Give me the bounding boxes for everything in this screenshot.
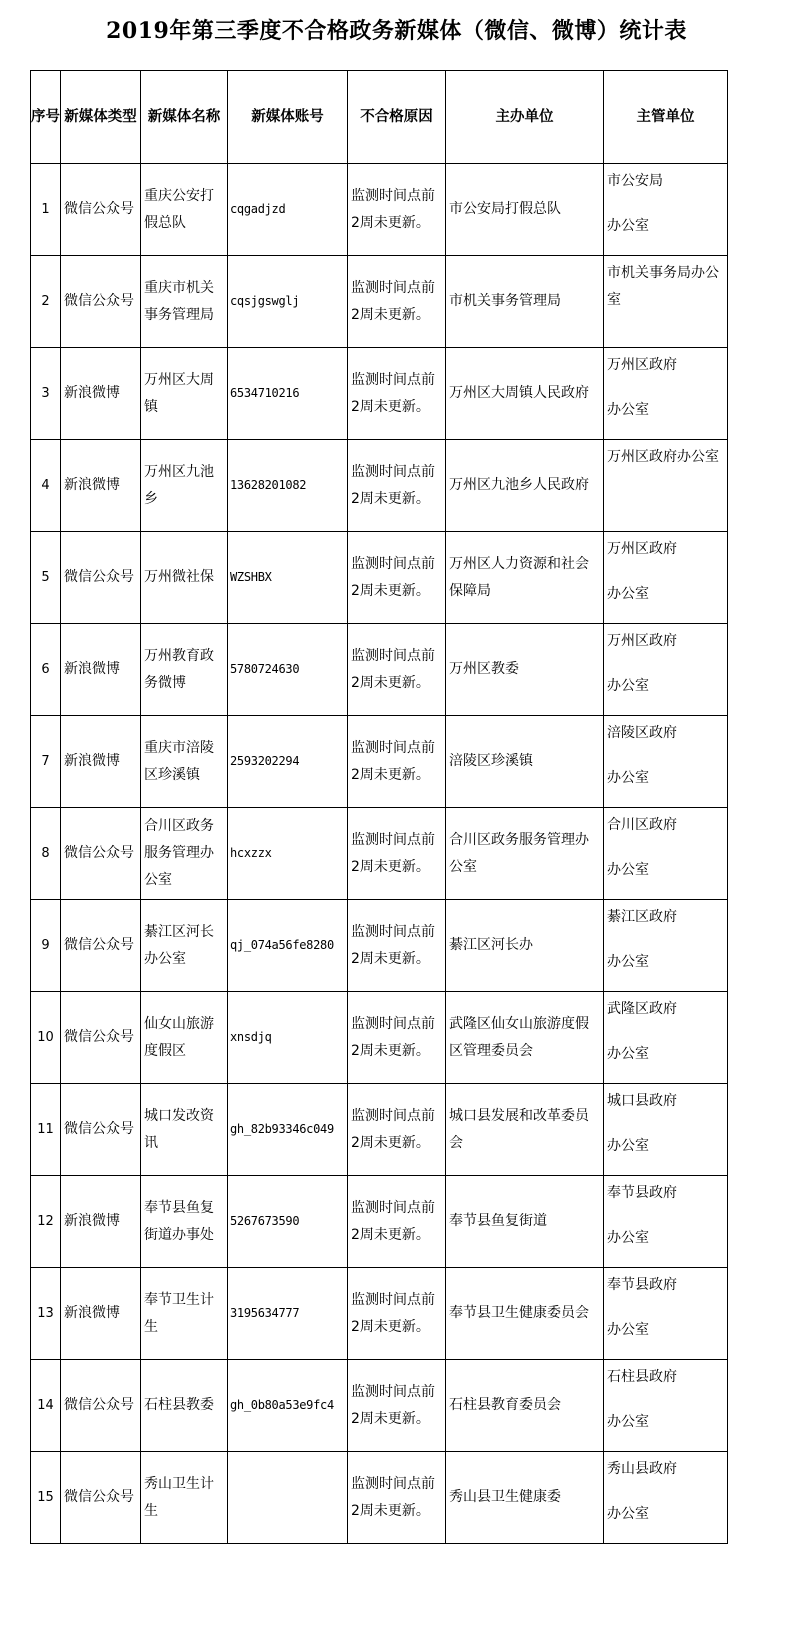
table-row <box>31 1084 728 1176</box>
table-row <box>31 532 728 624</box>
host-unit-cell: 万州区教委 <box>446 624 604 716</box>
fail-reason-cell: 监测时间点前2周未更新。 <box>348 808 446 900</box>
supervisor-unit-cell: 石柱县政府 办公室 <box>604 1360 728 1452</box>
media-name-cell: 万州区九池乡 <box>141 440 228 532</box>
fail-reason-cell: 监测时间点前2周未更新。 <box>348 1452 446 1544</box>
host-unit-cell: 市机关事务管理局 <box>446 256 604 348</box>
supervisor-unit-cell: 綦江区政府 办公室 <box>604 900 728 992</box>
media-account-cell: 5267673590 <box>228 1176 348 1268</box>
table-row <box>31 1452 728 1544</box>
host-unit-cell: 奉节县卫生健康委员会 <box>446 1268 604 1360</box>
host-unit-cell: 石柱县教育委员会 <box>446 1360 604 1452</box>
media-account-cell: qj_074a56fe8280 <box>228 900 348 992</box>
supervisor-unit-cell: 武隆区政府 办公室 <box>604 992 728 1084</box>
fail-reason-cell: 监测时间点前2周未更新。 <box>348 900 446 992</box>
row-number-cell: 11 <box>31 1084 61 1176</box>
fail-reason-cell: 监测时间点前2周未更新。 <box>348 440 446 532</box>
host-unit-cell: 秀山县卫生健康委 <box>446 1452 604 1544</box>
row-number-cell: 8 <box>31 808 61 900</box>
row-number-cell: 2 <box>31 256 61 348</box>
media-type-cell: 新浪微博 <box>61 440 141 532</box>
fail-reason-cell: 监测时间点前2周未更新。 <box>348 256 446 348</box>
supervisor-unit-cell: 城口县政府 办公室 <box>604 1084 728 1176</box>
col-header-no: 序号 <box>31 71 61 164</box>
media-account-cell <box>228 1452 348 1544</box>
media-account-cell: 13628201082 <box>228 440 348 532</box>
media-account-cell: cqsjgswglj <box>228 256 348 348</box>
media-type-cell: 新浪微博 <box>61 1268 141 1360</box>
fail-reason-cell: 监测时间点前2周未更新。 <box>348 1268 446 1360</box>
media-account-cell: cqgadjzd <box>228 164 348 256</box>
table-row <box>31 256 728 348</box>
media-type-cell: 微信公众号 <box>61 1084 141 1176</box>
table-row <box>31 716 728 808</box>
supervisor-unit-cell: 奉节县政府 办公室 <box>604 1268 728 1360</box>
row-number-cell: 1 <box>31 164 61 256</box>
col-header-supervisor: 主管单位 <box>604 71 728 164</box>
row-number-cell: 15 <box>31 1452 61 1544</box>
supervisor-unit-cell: 涪陵区政府 办公室 <box>604 716 728 808</box>
fail-reason-cell: 监测时间点前2周未更新。 <box>348 716 446 808</box>
header-row <box>31 71 728 164</box>
fail-reason-cell: 监测时间点前2周未更新。 <box>348 348 446 440</box>
media-name-cell: 奉节县鱼复街道办事处 <box>141 1176 228 1268</box>
row-number-cell: 13 <box>31 1268 61 1360</box>
media-name-cell: 万州区大周镇 <box>141 348 228 440</box>
media-name-cell: 秀山卫生计生 <box>141 1452 228 1544</box>
row-number-cell: 6 <box>31 624 61 716</box>
host-unit-cell: 綦江区河长办 <box>446 900 604 992</box>
page-title: 2019年第三季度不合格政务新媒体（微信、微博）统计表 <box>106 18 687 44</box>
host-unit-cell: 奉节县鱼复街道 <box>446 1176 604 1268</box>
media-type-cell: 新浪微博 <box>61 716 141 808</box>
media-account-cell: gh_82b93346c049 <box>228 1084 348 1176</box>
media-account-cell: WZSHBX <box>228 532 348 624</box>
fail-reason-cell: 监测时间点前2周未更新。 <box>348 1360 446 1452</box>
media-name-cell: 重庆市涪陵区珍溪镇 <box>141 716 228 808</box>
col-header-account: 新媒体账号 <box>228 71 348 164</box>
media-name-cell: 綦江区河长办公室 <box>141 900 228 992</box>
table-row <box>31 808 728 900</box>
media-account-cell: 2593202294 <box>228 716 348 808</box>
fail-reason-cell: 监测时间点前2周未更新。 <box>348 532 446 624</box>
host-unit-cell: 合川区政务服务管理办公室 <box>446 808 604 900</box>
media-type-cell: 微信公众号 <box>61 1360 141 1452</box>
media-type-cell: 微信公众号 <box>61 256 141 348</box>
table-row <box>31 992 728 1084</box>
col-header-type: 新媒体类型 <box>61 71 141 164</box>
supervisor-unit-cell: 万州区政府 办公室 <box>604 624 728 716</box>
table-row <box>31 900 728 992</box>
media-type-cell: 新浪微博 <box>61 624 141 716</box>
media-name-cell: 仙女山旅游度假区 <box>141 992 228 1084</box>
table-row <box>31 164 728 256</box>
supervisor-unit-cell: 合川区政府 办公室 <box>604 808 728 900</box>
host-unit-cell: 市公安局打假总队 <box>446 164 604 256</box>
col-header-name: 新媒体名称 <box>141 71 228 164</box>
fail-reason-cell: 监测时间点前2周未更新。 <box>348 992 446 1084</box>
media-name-cell: 石柱县教委 <box>141 1360 228 1452</box>
media-type-cell: 新浪微博 <box>61 1176 141 1268</box>
media-name-cell: 奉节卫生计生 <box>141 1268 228 1360</box>
media-type-cell: 微信公众号 <box>61 900 141 992</box>
col-header-reason: 不合格原因 <box>348 71 446 164</box>
fail-reason-cell: 监测时间点前2周未更新。 <box>348 624 446 716</box>
media-type-cell: 微信公众号 <box>61 532 141 624</box>
supervisor-unit-cell: 秀山县政府 办公室 <box>604 1452 728 1544</box>
media-account-cell: 5780724630 <box>228 624 348 716</box>
media-name-cell: 合川区政务服务管理办公室 <box>141 808 228 900</box>
media-account-cell: 3195634777 <box>228 1268 348 1360</box>
host-unit-cell: 万州区人力资源和社会保障局 <box>446 532 604 624</box>
table-row <box>31 1176 728 1268</box>
supervisor-unit-cell: 万州区政府办公室 <box>604 440 728 532</box>
media-type-cell: 微信公众号 <box>61 808 141 900</box>
supervisor-unit-cell: 万州区政府 办公室 <box>604 532 728 624</box>
row-number-cell: 14 <box>31 1360 61 1452</box>
table-row <box>31 440 728 532</box>
media-account-cell: gh_0b80a53e9fc4 <box>228 1360 348 1452</box>
host-unit-cell: 万州区九池乡人民政府 <box>446 440 604 532</box>
table-row <box>31 1268 728 1360</box>
host-unit-cell: 万州区大周镇人民政府 <box>446 348 604 440</box>
media-type-cell: 微信公众号 <box>61 1452 141 1544</box>
media-name-cell: 重庆公安打假总队 <box>141 164 228 256</box>
row-number-cell: 9 <box>31 900 61 992</box>
media-name-cell: 万州微社保 <box>141 532 228 624</box>
media-account-cell: xnsdjq <box>228 992 348 1084</box>
media-name-cell: 重庆市机关事务管理局 <box>141 256 228 348</box>
row-number-cell: 5 <box>31 532 61 624</box>
col-header-host: 主办单位 <box>446 71 604 164</box>
supervisor-unit-cell: 市机关事务局办公室 <box>604 256 728 348</box>
media-account-cell: hcxzzx <box>228 808 348 900</box>
supervisor-unit-cell: 万州区政府 办公室 <box>604 348 728 440</box>
row-number-cell: 7 <box>31 716 61 808</box>
fail-reason-cell: 监测时间点前2周未更新。 <box>348 1176 446 1268</box>
media-type-cell: 新浪微博 <box>61 348 141 440</box>
supervisor-unit-cell: 奉节县政府 办公室 <box>604 1176 728 1268</box>
row-number-cell: 12 <box>31 1176 61 1268</box>
fail-reason-cell: 监测时间点前2周未更新。 <box>348 164 446 256</box>
table-row <box>31 1360 728 1452</box>
table-body <box>31 164 728 1544</box>
media-type-cell: 微信公众号 <box>61 992 141 1084</box>
fail-reason-cell: 监测时间点前2周未更新。 <box>348 1084 446 1176</box>
host-unit-cell: 涪陵区珍溪镇 <box>446 716 604 808</box>
row-number-cell: 4 <box>31 440 61 532</box>
media-account-cell: 6534710216 <box>228 348 348 440</box>
supervisor-unit-cell: 市公安局 办公室 <box>604 164 728 256</box>
host-unit-cell: 城口县发展和改革委员会 <box>446 1084 604 1176</box>
row-number-cell: 10 <box>31 992 61 1084</box>
table-row <box>31 624 728 716</box>
media-name-cell: 万州教育政务微博 <box>141 624 228 716</box>
table-row <box>31 348 728 440</box>
media-type-cell: 微信公众号 <box>61 164 141 256</box>
stats-table <box>30 70 728 1544</box>
host-unit-cell: 武隆区仙女山旅游度假区管理委员会 <box>446 992 604 1084</box>
row-number-cell: 3 <box>31 348 61 440</box>
media-name-cell: 城口发改资讯 <box>141 1084 228 1176</box>
